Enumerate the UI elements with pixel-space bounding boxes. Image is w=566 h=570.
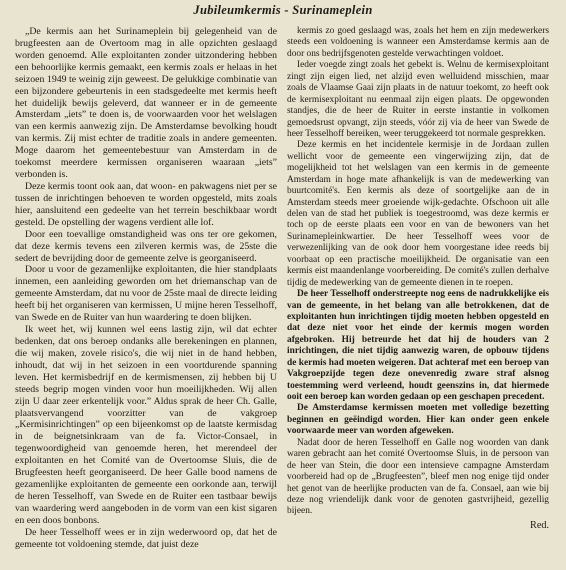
paragraph: Deze kermis en het incidentele kermisje in de Jordaan zullen wellicht voor de gemeente een vingerwijzing zijn, dat de mogelijkheid tot het welslagen van een kermis in de gemeente Amsterdam in hoge mate afhankelijk is van de medewerking van buurtcomité's. Een kermis als deze of soortgelijke aan de in Amsterdam steeds meer groeiende wijk-gedachte. Ofschoon uit alle delen van de stad het publiek is toegestroomd, was deze kermis er toch op de eerste plaats een voor en van de bewoners van het Surinamepleinkwartier. De heer Tesselhoff wees voor de verwezenlijking van de ook door hem voorgestane idee reeds bij voorbaat op een practische moeilijkheid. De organisatie van een kermis eist maandenlange voorbereiding. De comité's zullen derhalve tijdig de medewerking van de gemeente dienen in te roepen. <box>287 140 549 288</box>
left-column <box>15 26 277 551</box>
paragraph: De heer Tesselhoff wees er in zijn wederwoord op, dat het de gemeente tot voldoening stemde, dat juist deze <box>15 526 277 550</box>
paragraph-bold: De Amsterdamse kermissen moeten met volledige bezetting beginnen en geëindigd worden. Hier kan onder geen enkele voorwaarde meer van worden afgeweken. <box>287 403 549 437</box>
paragraph: Ieder voegde zingt zoals het gebekt is. Welnu de kermisexploitant zingt zijn eigen lied, net alzijd even welluidend misschien, maar zoals de Vlaamse Gaai zijn plaats in de natuur toekomt, zo heeft ook de kermisexploitant nu eenmaal zijn eigen plaats. De opgewonden standjes, die de heer de Ruiter in eerste instantie in volkomen gemoedsrust opvangt, zijn steeds, vóór zij via de heer van Swede de heer Tesselhoff bereiken, weer teruggekeerd tot normale gesprekken. <box>287 60 549 139</box>
signature: Red. <box>530 519 549 531</box>
paragraph-bold: De heer Tesselhoff onderstreepte nog eens de nadrukkelijke eis van de gemeente, in het belang van alle betrokkenen, dat de exploitanten hun inrichtingen tijdig moeten hebben opgesteld en dat deze niet voor het einde der kermis mogen worden afgebroken. Hij betreurde het dat hij de houders van 2 inrichtingen, die niet tijdig aanwezig waren, de opbouw tijdens de kermis had moeten weigeren. Dat achteraf met een beroep van Vakgroepzijde tegen deze onevenredig zware straf alsnog toestemming werd verleend, houdt geenszins in, dat hiermede ooit een beroep kan worden gedaan op een geschapen precedent. <box>287 289 549 402</box>
paragraph: Door een toevallige omstandigheid was ons ter ore gekomen, dat deze kermis tevens een zilveren kermis was, de 25ste die sedert de bevrijding door de gemeente zelve is georganiseerd. <box>15 228 277 264</box>
paragraph: Ik weet het, wij kunnen wel eens lastig zijn, wil dat echter bedenken, dat ons beroep ondanks alle berekeningen en plannen, die wij maken, zovele risico's, die wij niet in de hand hebben, inhoudt, dat wij in het seizoen in een voortdurende spanning leven. Het kermisbedrijf en de kermismensen, zij hebben bij U steeds begrip mogen vinden voor hun moeilijkheden. Wij allen zijn U daar zeer erkentelijk voor.” Aldus sprak de heer Ch. Galle, plaatsvervangend voorzitter van de vakgroep „Kermisinrichtingen” op een bijeenkomst op de laatste kermisdag in de beignetsinkraam van de fa. Victor-Consael, in tegenwoordigheid van genoemde heren, het merendeel der exploitanten en het Comité van de Overtoomse Sluis, die de Brugfeesten heeft georganiseerd. De heer Galle bood namens de gezamenlijke exploitanten de gemeente een oorkonde aan, terwijl de heren Tesselhoff, van Swede en de Ruiter een tastbaar bewijs van waardering werd aangeboden in de vorm van een kist sigaren en een doos bonbons. <box>15 324 277 526</box>
page-title: Jubileumkermis - Surinameplein <box>193 3 373 17</box>
paragraph: Door u voor de gezamenlijke exploitanten, die hier standplaats innemen, een aanleiding geworden om het driemanschap van de gemeente Amsterdam, dat nu voor de 25ste maal de directe leiding heeft bij het organiseren van kermissen, U mijne heren Tesselhoff, van Swede en de Ruiter van hun waardering te doen blijken. <box>15 264 277 324</box>
right-column <box>287 26 549 532</box>
paragraph: kermis zo goed geslaagd was, zoals het hem en zijn medewerkers steeds een voldoening is wanneer een Amsterdamse kermis aan de door ons bedrijfsgenoten gestelde verwachtingen voldoet. <box>287 26 549 59</box>
paragraph: Nadat door de heren Tesselhoff en Galle nog woorden van dank waren gebracht aan het comité Overtoomse Sluis, in de persoon van de heer van Stein, die door een intensieve campagne Amsterdam voorbereid had op de „Brugfeesten”, bleef men nog enige tijd onder het genot van de heerlijke producten van de fa. Consael, aan wie bij deze nog vriendelijk dank voor de genoten gastvrijheid, gezellig bijeen. <box>287 437 549 517</box>
paragraph: Deze kermis toont ook aan, dat woon- en pakwagens niet per se tussen de inrichtingen behoeven te worden opgesteld, mits zoals hier, aansluitend een gedeelte van het terrein beschikbaar wordt gesteld. De opstelling der wagens verdient alle lof. <box>15 180 277 228</box>
paragraph: „De kermis aan het Surinameplein bij gelegenheid van de brugfeesten aan de Overtoom mag in alle opzichten geslaagd worden genoemd. Alle exploitanten zonder uitzondering hebben een behoorlijke kermis gemaakt, een kermis zoals er helaas in het seizoen 1949 te weinig zijn geweest. De gelukkige combinatie van een bijzondere gebeurtenis in een stadsgedeelte met kermis heeft het duidelijk bewijs geleverd, dat wanneer er in de gemeente Amsterdam „iets” te doen is, de voorwaarden voor het welslagen van een kermis aanwezig zijn. De Amsterdamse bevolking houdt van kermis. Zij mist echter de traditie zoals in andere gemeenten. Moge daarom het gemeentebestuur van Amsterdam in de toekomst meerdere kermissen organiseren waaraan „iets” verbonden is. <box>15 26 277 181</box>
